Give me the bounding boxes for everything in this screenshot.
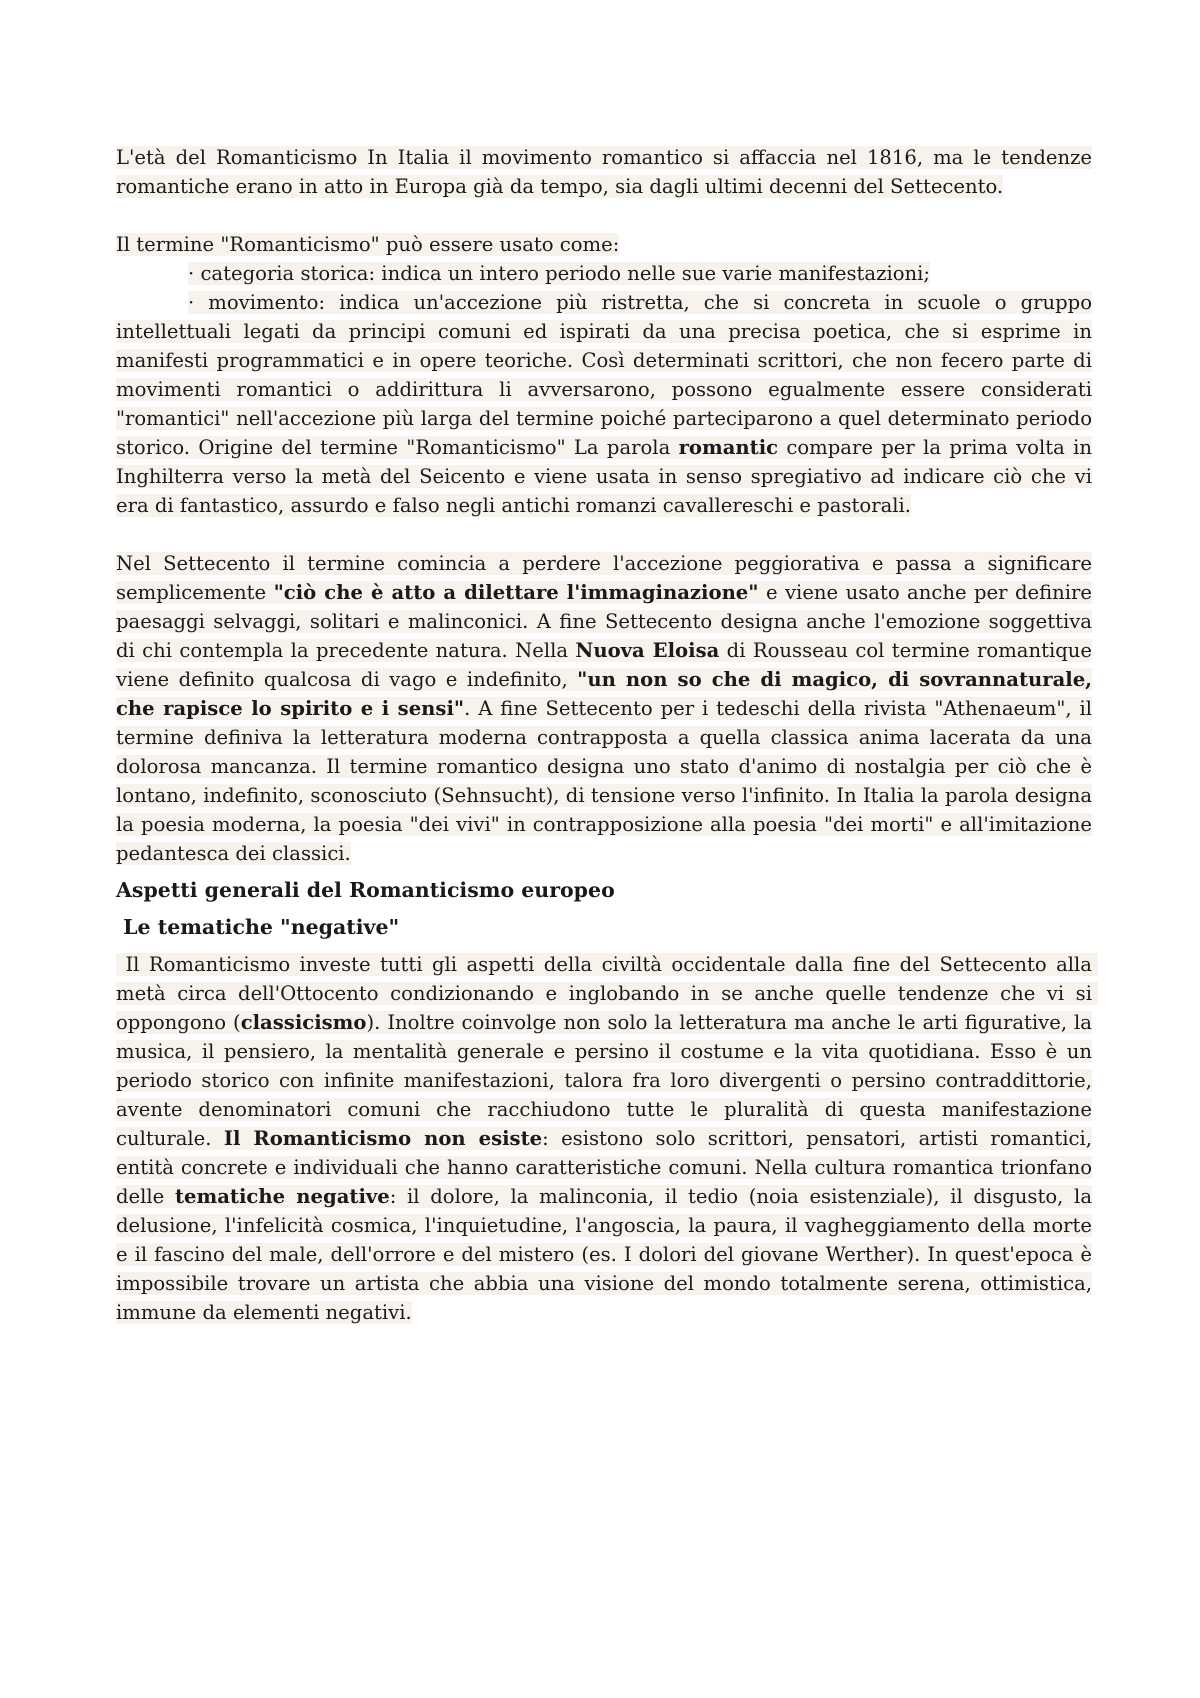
bold-classicismo: classicismo (240, 1011, 367, 1034)
heading-gap (116, 942, 1092, 950)
heading-gap (116, 905, 1092, 913)
bold-quote-immaginazione: "ciò che è atto a dilettare l'immaginazione" (273, 581, 759, 604)
paragraph-gap (116, 520, 1092, 549)
list-item-movimento-text-b: compare per la prima volta in Inghilterra verso la metà del Seicento e viene usata in senso spregiativo ad indicare ciò che vi era di fantastico, assurdo e falso negli antichi romanzi cavallereschi e pastorali. (116, 436, 1092, 517)
list-item-categoria (116, 259, 1092, 288)
paragraph-romanticismo-text-d: : il dolore, la malinconia, il tedio (noia esistenziale), il disgusto, la delusione, l'infelicità cosmica, l'inquietudine, l'angoscia, la paura, il vagheggiamento della morte e il fascino del male, dell'orrore e del mistero (es. I dolori del giovane Werther). In quest'epoca è impossibile trovare un artista che abbia una visione del mondo totalmente serena, ottimistica, immune da elementi negativi. (116, 1185, 1093, 1324)
heading-tematiche-negative: Le tematiche "negative" (116, 915, 400, 939)
list-item-movimento (116, 288, 1092, 520)
paragraph-gap (116, 201, 1092, 230)
bold-tematiche-negative: tematiche negative (174, 1185, 390, 1208)
paragraph-romanticismo-text-c: : esistono solo scrittori, pensatori, artisti romantici, entità concrete e individuali che hanno caratteristiche comuni. Nella cultura romantica trionfano delle (116, 1127, 1092, 1208)
paragraph-intro-text: L'età del Romanticismo In Italia il movimento romantico si affaccia nel 1816, ma le tendenze romantiche erano in atto in Europa già da tempo, sia dagli ultimi decenni del Settecento. (116, 146, 1092, 198)
paragraph-romanticismo-text-a: Il Romanticismo investe tutti gli aspetti della civiltà occidentale dalla fine del Settecento alla metà circa dell'Ottocento condizionando e inglobando in se anche quelle tendenze che vi si oppongono ( (116, 953, 1099, 1034)
paragraph-term-intro-text: Il termine "Romanticismo" può essere usato come: (116, 233, 620, 256)
heading-gap (116, 868, 1092, 876)
paragraph-romanticismo-text-b: ). Inoltre coinvolge non solo la letteratura ma anche le arti figurative, la musica, il pensiero, la mentalità generale e persino il costume e la vita quotidiana. Esso è un periodo storico con infinite manifestazioni, talora fra loro divergenti o persino contraddittorie, avente denominatori comuni che racchiudono tutte le pluralità di questa manifestazione culturale. (116, 1011, 1092, 1150)
paragraph-romanticismo (116, 950, 1099, 1327)
bold-nuova-eloisa: Nuova Eloisa (575, 639, 720, 662)
bold-romantic: romantic (678, 436, 779, 459)
heading-aspetti-generali: Aspetti generali del Romanticismo europeo (116, 878, 615, 902)
list-item-categoria-text: · categoria storica: indica un intero periodo nelle sue varie manifestazioni; (188, 262, 930, 285)
paragraph-settecento (116, 549, 1092, 868)
document-page (116, 143, 1099, 1327)
bold-quote-magico: "un non so che di magico, di sovrannaturale, che rapisce lo spirito e i sensi" (116, 668, 1093, 720)
paragraph-settecento-text-c: di Rousseau col termine romantique viene definito qualcosa di vago e indefinito, (116, 639, 1092, 691)
bold-non-esiste: Il Romanticismo non esiste (223, 1127, 543, 1150)
list-item-movimento-text-a: · movimento: indica un'accezione più ristretta, che si concreta in scuole o gruppo intellettuali legati da principi comuni ed ispirati da una precisa poetica, che si esprime in manifesti programmatici e in opere teoriche. Così determinati scrittori, che non fecero parte di movimenti romantici o addirittura li avversarono, possono egualmente essere considerati "romantici" nell'accezione più larga del termine poiché parteciparono a quel determinato periodo storico. Origine del termine "Romanticismo" La parola (116, 291, 1092, 459)
paragraph-term-intro (116, 230, 1092, 259)
paragraph-settecento-text-a: Nel Settecento il termine comincia a perdere l'accezione peggiorativa e passa a significare semplicemente (116, 552, 1092, 604)
paragraph-intro (116, 143, 1092, 201)
paragraph-settecento-text-d: . A fine Settecento per i tedeschi della rivista "Athenaeum", il termine definiva la letteratura moderna contrapposta a quella classica anima lacerata da una dolorosa mancanza. Il termine romantico designa uno stato d'animo di nostalgia per ciò che è lontano, indefinito, sconosciuto (Sehnsucht), di tensione verso l'infinito. In Italia la parola designa la poesia moderna, la poesia "dei vivi" in contrapposizione alla poesia "dei morti" e all'imitazione pedantesca dei classici. (116, 697, 1092, 865)
paragraph-settecento-text-b: e viene usato anche per definire paesaggi selvaggi, solitari e malinconici. A fine Settecento designa anche l'emozione soggettiva di chi contempla la precedente natura. Nella (116, 581, 1092, 662)
